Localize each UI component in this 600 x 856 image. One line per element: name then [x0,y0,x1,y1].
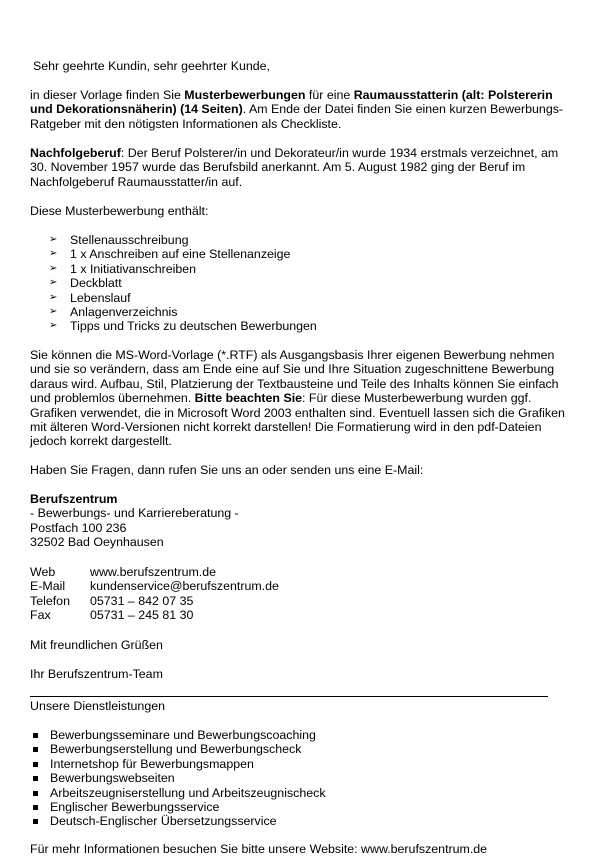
contact-row-web: Web www.berufszentrum.de [30,565,217,579]
divider [30,696,548,697]
arrow-bullet-icon: ➢ [49,277,58,289]
square-bullet-icon [33,805,38,810]
footer-note: Für mehr Informationen besuchen Sie bitte unsere Website: www.berufszentrum.de [30,842,488,856]
company-name: Berufszentrum [30,492,118,506]
list-item: ➢ Lebenslauf [49,290,131,305]
usage-bold: Bitte beachten Sie [194,391,303,406]
company-tagline: - Bewerbungs- und Karriereberatung - [30,506,239,521]
arrow-bullet-icon: ➢ [49,291,58,303]
square-bullet-icon [33,776,38,781]
usage-text-2: : Für diese Musterbewerbung wurden ggf. Grafiken verwendet, die in Microsoft Word 2003 enthalten sind. Eventuell lassen sich die Grafiken mit älteren Word-Versionen nicht korrekt darstellen! Die Formatierung wird in den pdf-Dateien jedoch korrekt dargestellt. [30,391,565,449]
arrow-bullet-icon: ➢ [49,320,58,332]
services-list [30,728,570,829]
list-item: ➢ Anlagenverzeichnis [49,304,178,319]
list-item: ➢ Tipps und Tricks zu deutschen Bewerbungen [49,319,317,334]
usage-text-1: Sie können die MS-Word-Vorlage (*.RTF) als Ausgangsbasis Ihrer eigenen Bewerbung nehmen und sie so verändern, dass am Ende eine auf Sie und Ihre Situation zugeschnittene Bewerbung daraus wird. Aufbau, Stil, Platzierung der Textbausteine und Teile des Inhalts können Sie einfach und problemlos übernehmen. [30,348,559,406]
list-item: Bewerbungserstellung und Bewerbungscheck [30,742,570,756]
arrow-bullet-icon: ➢ [49,234,58,245]
square-bullet-icon [33,747,38,752]
company-city: 32502 Bad Oeynhausen [30,535,164,550]
intro-text-2: für eine [305,88,354,102]
square-bullet-icon [33,819,38,824]
closing: Mit freundlichen Grüßen [30,638,163,652]
contents-heading: Diese Musterbewerbung enthält: [30,204,209,218]
history-paragraph [30,146,570,189]
signature: Ihr Berufszentrum-Team [30,667,163,681]
list-item: Deutsch-Englischer Übersetzungsservice [30,814,570,828]
contact-table [30,565,570,623]
phone-number: 05731 – 842 07 35 [90,593,194,608]
list-item: Arbeitszeugniserstellung und Arbeitszeugnischeck [30,786,570,800]
contact-row-phone: Telefon 05731 – 842 07 35 [30,593,194,608]
list-item: ➢ Deckblatt [49,276,122,291]
fax-number: 05731 – 245 81 30 [90,608,194,623]
contact-row-email: E-Mail kundenservice@berufszentrum.de [30,579,279,594]
list-item: ➢ 1 x Initiativanschreiben [49,261,197,276]
square-bullet-icon [33,791,38,796]
intro-text-1: in dieser Vorlage finden Sie [30,88,185,102]
square-bullet-icon [33,733,38,738]
questions-text: Haben Sie Fragen, dann rufen Sie uns an oder senden uns eine E-Mail: [30,463,424,477]
intro-bold-2: Raumausstatterin (alt: Polstererin und Dekorationsnäherin) (14 Seiten) [30,88,553,117]
history-text: : Der Beruf Polsterer/in und Dekorateur/in wurde 1934 erstmals verzeichnet, am 30. November 1957 wurde das Berufsbild anerkannt. Am 5. August 1982 ging der Beruf im Nachfolgeberuf Raumausstatter/in auf. [30,146,559,189]
list-item: ➢ 1 x Anschreiben auf eine Stellenanzeige [49,247,291,262]
contents-list [30,233,570,334]
contact-row-fax: Fax 05731 – 245 81 30 [30,608,194,623]
intro-text-3: . Am Ende der Datei finden Sie einen kurzen Bewerbungs-Ratgeber mit den nötigsten Informationen als Checkliste. [30,102,564,131]
company-address [30,492,570,550]
arrow-bullet-icon: ➢ [49,305,58,317]
list-item: ➢ Stellenausschreibung [49,233,189,247]
usage-paragraph [30,348,570,449]
email-link[interactable]: kundenservice@berufszentrum.de [90,579,279,594]
services-heading: Unsere Dienstleistungen [30,699,165,713]
arrow-bullet-icon: ➢ [49,262,58,274]
company-postbox: Postfach 100 236 [30,520,127,535]
website-link[interactable]: www.berufszentrum.de [90,565,217,579]
intro-paragraph [30,88,570,131]
list-item: Internetshop für Bewerbungsmappen [30,757,570,771]
list-item: Bewerbungsseminare und Bewerbungscoaching [30,728,570,742]
square-bullet-icon [33,762,38,767]
history-bold: Nachfolgeberuf [30,146,121,160]
list-item: Bewerbungswebseiten [30,771,570,785]
arrow-bullet-icon: ➢ [49,248,58,260]
greeting: Sehr geehrte Kundin, sehr geehrter Kunde, [33,59,270,73]
list-item: Englischer Bewerbungsservice [30,800,570,814]
intro-bold-1: Musterbewerbungen [184,88,306,102]
